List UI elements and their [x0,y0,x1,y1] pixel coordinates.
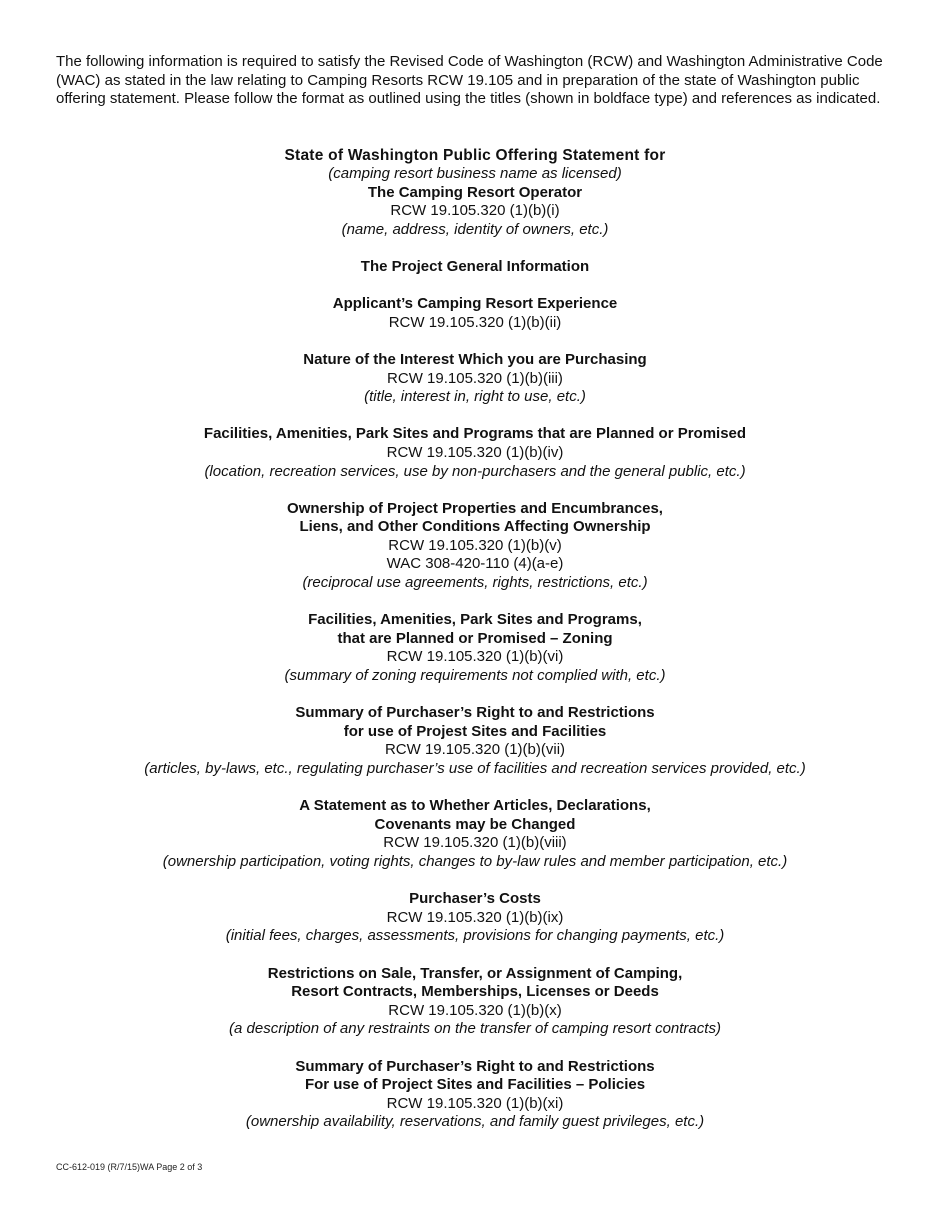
section-heading: Ownership of Project Properties and Encumbrances, [287,499,663,517]
outline-section [0,965,950,1039]
form-footer: CC-612-019 (R/7/15)WA Page 2 of 3 [56,1162,203,1172]
outline-section [0,258,950,277]
sections-list [0,184,950,1132]
section-heading: Summary of Purchaser’s Right to and Restrictions [295,704,655,722]
section-heading: that are Planned or Promised – Zoning [337,629,613,647]
document-title-note: (camping resort business name as licensed) [328,165,622,182]
section-note: (initial fees, charges, assessments, provisions for changing payments, etc.) [225,927,725,945]
section-heading: Facilities, Amenities, Park Sites and Programs that are Planned or Promised [203,425,747,443]
outline-section [0,1058,950,1132]
section-heading: Restrictions on Sale, Transfer, or Assignment of Camping, [267,964,683,982]
section-note: (ownership availability, reservations, and family guest privileges, etc.) [245,1113,705,1131]
outline-section [0,797,950,871]
section-reference: RCW 19.105.320 (1)(b)(viii) [383,834,567,852]
section-heading: Summary of Purchaser’s Right to and Restrictions [295,1057,655,1075]
outline-section [0,425,950,481]
section-heading: Facilities, Amenities, Park Sites and Programs, [308,611,642,629]
section-note: (reciprocal use agreements, rights, restrictions, etc.) [302,574,648,592]
section-heading: Nature of the Interest Which you are Purchasing [303,350,647,368]
section-reference: RCW 19.105.320 (1)(b)(v) [388,536,562,554]
section-reference: RCW 19.105.320 (1)(b)(iv) [386,443,564,461]
outline-section [0,500,950,593]
section-heading: Purchaser’s Costs [409,890,541,908]
section-note: (summary of zoning requirements not complied with, etc.) [284,667,666,685]
section-note: (articles, by-laws, etc., regulating purchaser’s use of facilities and recreation services provided, etc.) [144,760,806,777]
section-reference: RCW 19.105.320 (1)(b)(ii) [388,313,562,331]
section-note: (location, recreation services, use by non-purchasers and the general public, etc.) [204,462,746,480]
section-heading: For use of Project Sites and Facilities – Policies [304,1076,646,1094]
section-heading: Covenants may be Changed [374,815,576,833]
section-note: (name, address, identity of owners, etc.) [341,220,609,238]
section-reference: RCW 19.105.320 (1)(b)(xi) [386,1094,564,1112]
intro-paragraph: The following information is required to satisfy the Revised Code of Washington (RCW) and Washington Administrative Code (WAC) as stated in the law relating to Camping Resorts RCW 19.105 and in preparation of the state of Washington public offering statement. Please follow the format as outlined using the titles (shown in boldface type) and references as indicated. [56,53,883,108]
section-heading: for use of Projest Sites and Facilities [343,722,607,740]
section-note: (title, interest in, right to use, etc.) [364,388,586,406]
document-title: State of Washington Public Offering Statement for [284,147,666,164]
outline-section [0,295,950,332]
outline-section [0,184,950,240]
outline-section [0,704,950,778]
section-heading: The Project General Information [360,257,590,275]
section-heading: Liens, and Other Conditions Affecting Ownership [299,518,651,536]
outline-section [0,890,950,946]
section-reference: RCW 19.105.320 (1)(b)(vi) [386,648,564,666]
statement-outline [0,146,950,1132]
title-section [0,146,950,184]
section-reference: WAC 308-420-110 (4)(a-e) [386,555,564,573]
outline-section [0,611,950,685]
section-note: (ownership participation, voting rights, changes to by-law rules and member participation, etc.) [162,852,788,870]
section-reference: RCW 19.105.320 (1)(b)(ix) [386,908,564,926]
section-reference: RCW 19.105.320 (1)(b)(x) [388,1001,562,1019]
section-note: (a description of any restraints on the transfer of camping resort contracts) [229,1020,721,1038]
section-reference: RCW 19.105.320 (1)(b)(vii) [384,741,566,759]
outline-section [0,351,950,407]
section-reference: RCW 19.105.320 (1)(b)(i) [390,202,560,220]
section-reference: RCW 19.105.320 (1)(b)(iii) [387,369,563,387]
section-heading: Applicant’s Camping Resort Experience [332,295,618,313]
section-heading: Resort Contracts, Memberships, Licenses or Deeds [291,983,659,1001]
section-heading: A Statement as to Whether Articles, Declarations, [299,797,651,815]
section-heading: The Camping Resort Operator [367,183,583,201]
